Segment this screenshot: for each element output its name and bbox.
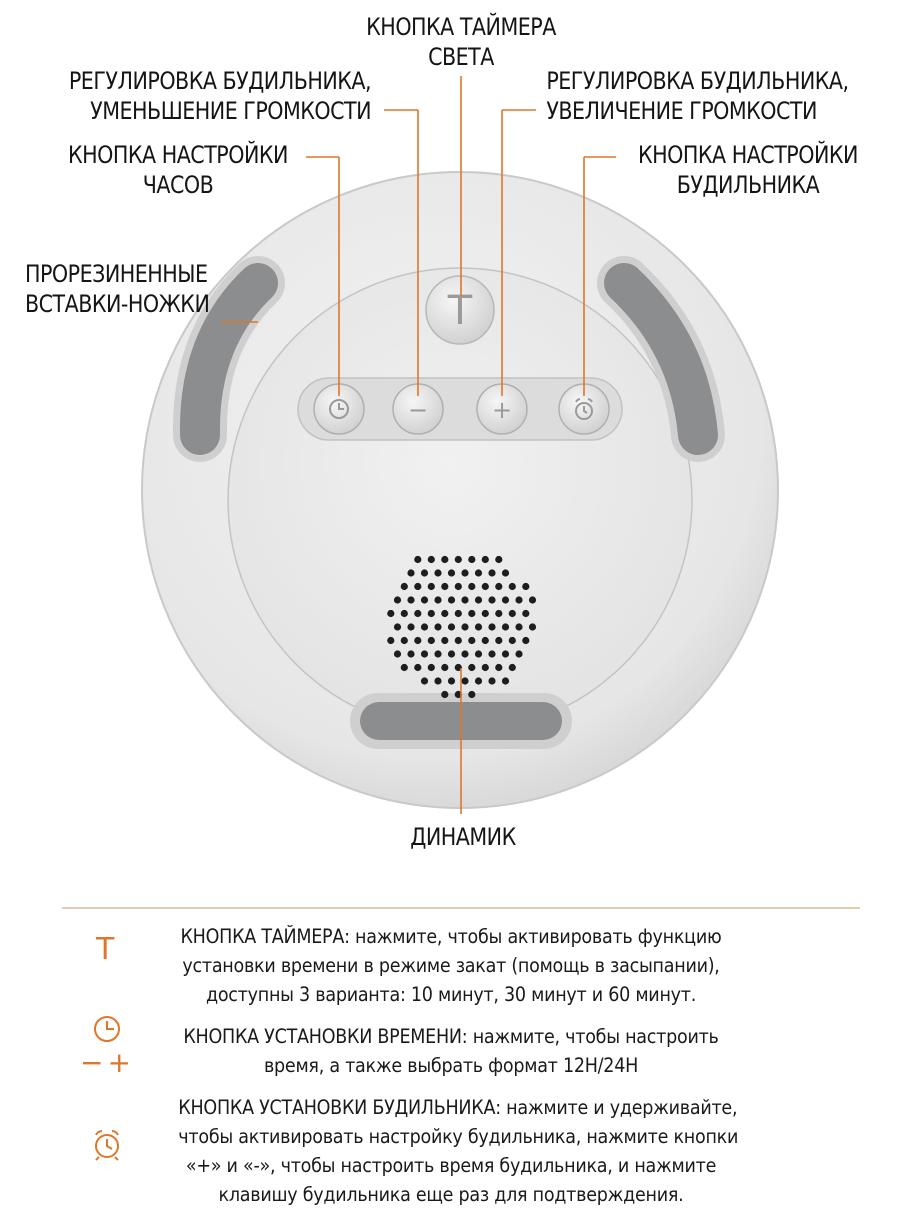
speaker-hole <box>468 610 475 617</box>
speaker-hole <box>488 596 495 603</box>
speaker-hole <box>455 583 462 590</box>
speaker-hole <box>448 623 455 630</box>
legend-alarm-setting-text: КНОПКА УСТАНОВКИ БУДИЛЬНИКА: нажмите и удерживайте, чтобы активировать настройку будильника, нажмите кнопки «+» и «-», чтобы настроить время будильника, и нажмите клавишу будильника еще раз для подтверждения. <box>178 1096 739 1206</box>
speaker-hole <box>414 556 421 563</box>
speaker-hole <box>434 569 441 576</box>
speaker-hole <box>401 610 408 617</box>
speaker-hole <box>428 610 435 617</box>
speaker-hole <box>502 650 509 657</box>
speaker-hole <box>421 623 428 630</box>
speaker-hole <box>488 569 495 576</box>
speaker-hole <box>441 583 448 590</box>
speaker-hole <box>428 664 435 671</box>
speaker-hole <box>509 583 516 590</box>
speaker-hole <box>414 610 421 617</box>
speaker-hole <box>407 596 414 603</box>
speaker-hole <box>448 677 455 684</box>
plus-icon: + <box>491 396 513 424</box>
speaker-hole <box>394 623 401 630</box>
speaker-hole <box>401 664 408 671</box>
speaker-hole <box>414 583 421 590</box>
speaker-hole <box>482 556 489 563</box>
speaker-hole <box>401 637 408 644</box>
speaker-hole <box>441 664 448 671</box>
speaker-hole <box>441 637 448 644</box>
speaker-hole <box>482 664 489 671</box>
speaker-hole <box>461 650 468 657</box>
speaker-hole <box>455 610 462 617</box>
speaker-hole <box>394 596 401 603</box>
speaker-hole <box>461 623 468 630</box>
label-clock-setting: КНОПКА НАСТРОЙКИ ЧАСОВ <box>68 141 288 199</box>
minus-plus-icon: −+ <box>80 1046 135 1079</box>
speaker-hole <box>421 677 428 684</box>
speaker-hole <box>434 650 441 657</box>
speaker-hole <box>428 556 435 563</box>
speaker-hole <box>475 569 482 576</box>
speaker-hole <box>441 691 448 698</box>
speaker-hole <box>488 623 495 630</box>
speaker-hole <box>468 583 475 590</box>
speaker-hole <box>475 596 482 603</box>
speaker-hole <box>421 650 428 657</box>
speaker-hole <box>488 650 495 657</box>
speaker-hole <box>461 569 468 576</box>
speaker-hole <box>522 610 529 617</box>
speaker-hole <box>495 556 502 563</box>
speaker-hole <box>461 677 468 684</box>
speaker-hole <box>414 664 421 671</box>
label-alarm-setting: КНОПКА НАСТРОЙКИ БУДИЛЬНИКА <box>638 141 858 199</box>
divider <box>62 907 860 909</box>
speaker-hole <box>434 623 441 630</box>
speaker-hole <box>509 610 516 617</box>
speaker-hole <box>468 556 475 563</box>
label-timer-button: КНОПКА ТАЙМЕРА СВЕТА <box>366 13 556 71</box>
speaker-hole <box>441 610 448 617</box>
speaker-hole <box>475 650 482 657</box>
speaker-hole <box>428 583 435 590</box>
speaker-hole <box>407 623 414 630</box>
speaker-hole <box>401 583 408 590</box>
label-volume-down: РЕГУЛИРОВКА БУДИЛЬНИКА, УМЕНЬШЕНИЕ ГРОМКОСТИ <box>68 67 372 125</box>
speaker-hole <box>475 623 482 630</box>
speaker-hole <box>387 637 394 644</box>
speaker-hole <box>441 556 448 563</box>
speaker-hole <box>387 610 394 617</box>
legend-timer-text: КНОПКА ТАЙМЕРА: нажмите, чтобы активировать функцию установки времени в режиме закат (помощь в засыпании), доступны 3 варианта: 10 минут, 30 минут и 60 минут. <box>180 925 722 1006</box>
speaker-hole <box>509 664 516 671</box>
timer-button[interactable] <box>426 276 494 344</box>
speaker-hole <box>428 637 435 644</box>
speaker-hole <box>482 610 489 617</box>
speaker-hole <box>434 596 441 603</box>
speaker-hole <box>495 664 502 671</box>
clock-icon <box>90 1012 124 1046</box>
label-volume-up: РЕГУЛИРОВКА БУДИЛЬНИКА, УВЕЛИЧЕНИЕ ГРОМКОСТИ <box>546 67 849 125</box>
speaker-hole <box>515 650 522 657</box>
speaker-hole <box>502 596 509 603</box>
speaker-hole <box>522 583 529 590</box>
speaker-hole <box>455 556 462 563</box>
speaker-hole <box>468 691 475 698</box>
speaker-hole <box>468 637 475 644</box>
speaker-hole <box>495 637 502 644</box>
speaker-hole <box>421 569 428 576</box>
speaker-hole <box>394 650 401 657</box>
speaker-hole <box>495 583 502 590</box>
speaker-hole <box>522 637 529 644</box>
timer-icon: T <box>96 932 115 967</box>
speaker-hole <box>461 596 468 603</box>
speaker-hole <box>502 677 509 684</box>
alarm-clock-icon <box>88 1125 126 1163</box>
speaker-hole <box>529 596 536 603</box>
label-rubber-feet: ПРОРЕЗИНЕННЫЕ ВСТАВКИ-НОЖКИ <box>24 260 210 318</box>
timer-glyph: T <box>447 288 473 334</box>
speaker-hole <box>475 677 482 684</box>
speaker-hole <box>448 650 455 657</box>
speaker-hole <box>509 637 516 644</box>
speaker-hole <box>515 596 522 603</box>
speaker-hole <box>495 610 502 617</box>
speaker-hole <box>502 623 509 630</box>
speaker-hole <box>414 637 421 644</box>
speaker-hole <box>482 637 489 644</box>
speaker-hole <box>515 623 522 630</box>
speaker-hole <box>529 623 536 630</box>
speaker-hole <box>482 583 489 590</box>
speaker-hole <box>421 596 428 603</box>
speaker-hole <box>455 637 462 644</box>
minus-icon: − <box>407 396 429 424</box>
speaker-hole <box>434 677 441 684</box>
speaker-hole <box>488 677 495 684</box>
speaker-hole <box>468 664 475 671</box>
speaker-hole <box>407 650 414 657</box>
legend-time-setting-text: КНОПКА УСТАНОВКИ ВРЕМЕНИ: нажмите, чтобы настроить время, а также выбрать формат 12H/24H <box>183 1025 719 1077</box>
speaker-hole <box>448 596 455 603</box>
label-speaker: ДИНАМИК <box>410 823 516 851</box>
speaker-hole <box>407 569 414 576</box>
speaker-hole <box>502 569 509 576</box>
speaker-hole <box>448 569 455 576</box>
